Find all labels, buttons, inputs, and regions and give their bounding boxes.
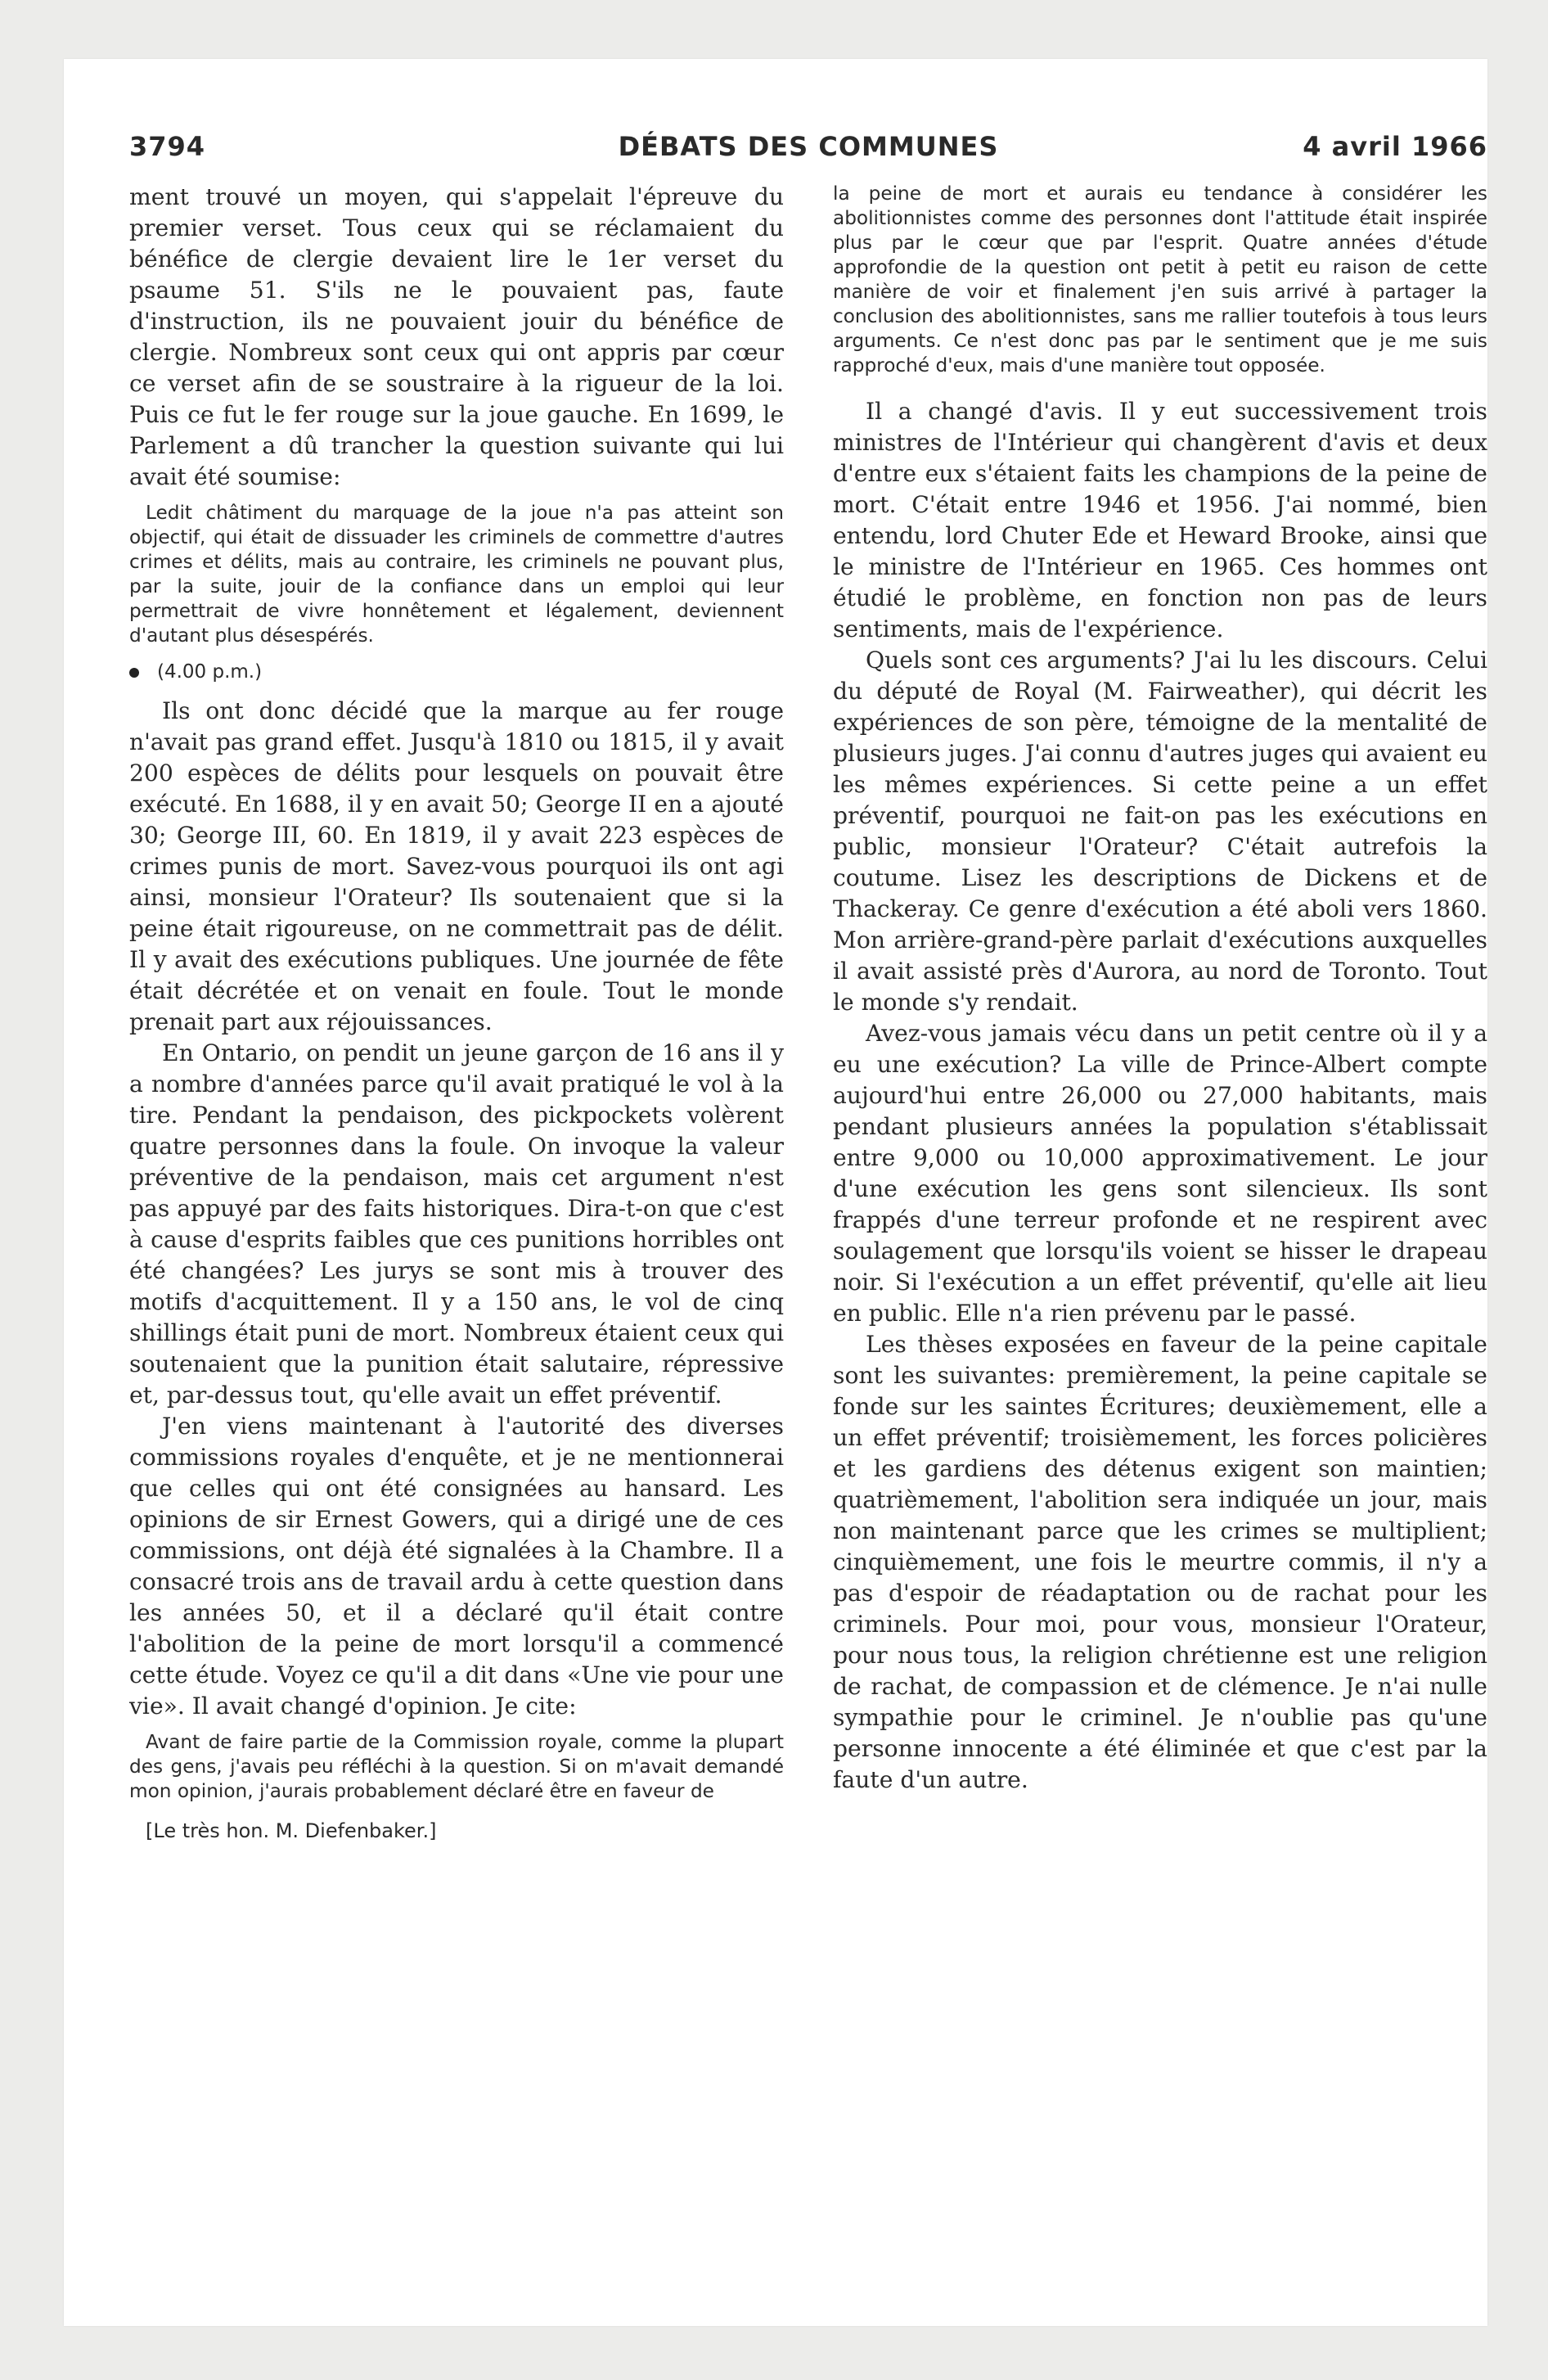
timestamp-text: (4.00 p.m.): [157, 661, 263, 683]
paragraph: J'en viens maintenant à l'autorité des diverses commissions royales d'enquête, et je ne mentionnerai que celles qui ont été consignées au hansard. Les opinions de sir Ernest Gowers, qui a dirigé une de ces commissions, ont déjà été signalées à la Chambre. Il a consacré trois ans de travail ardu à cette question dans les années 50, et il a déclaré qu'il était contre l'abolition de la peine de mort lorsqu'il a commencé cette étude. Voyez ce qu'il a dit dans «Une vie pour une vie». Il avait changé d'opinion. Je cite:: [129, 1413, 784, 1720]
speaker-attribution: [Le très hon. M. Diefenbaker.]: [146, 1819, 437, 1842]
paragraph: ment trouvé un moyen, qui s'appelait l'épreuve du premier verset. Tous ceux qui se réclamaient du bénéfice de clergie devaient lire le 1er verset du psaume 51. S'ils ne le pouvaient pas, faute d'instruction, ils ne pouvaient jouir du bénéfice de clergie. Nombreux sont ceux qui ont appris par cœur ce verset afin de se soustraire à la rigueur de la loi. Puis ce fut le fer rouge sur la joue gauche. En 1699, le Parlement a dû trancher la question suivante qui lui avait été soumise:: [129, 183, 784, 490]
paragraph: Quels sont ces arguments? J'ai lu les discours. Celui du député de Royal (M. Fairweather), qui décrit les expériences de son père, témoigne de la mentalité de plusieurs juges. J'ai connu d'autres juges qui avaient eu les mêmes expériences. Si cette peine a un effet préventif, pourquoi ne fait-on pas les exécutions en public, monsieur l'Orateur? C'était autrefois la coutume. Lisez les descriptions de Dickens et de Thackeray. Ce genre d'exécution a été aboli vers 1860. Mon arrière-grand-père parlait d'exécutions auxquelles il avait assisté près d'Aurora, au nord de Toronto. Tout le monde s'y rendait.: [833, 647, 1487, 1016]
document-page: [64, 59, 1487, 2326]
paragraph: Avez-vous jamais vécu dans un petit centre où il y a eu une exécution? La ville de Prince-Albert compte aujourd'hui entre 26,000 ou 27,000 habitants, mais pendant plusieurs années la population s'établissait entre 9,000 ou 10,000 approximativement. Le jour d'une exécution les gens sont silencieux. Ils sont frappés d'une terreur profonde et ne respirent avec soulagement que lorsqu'ils voient se hisser le drapeau noir. Si l'exécution a un effet préventif, qu'elle ait lieu en public. Elle n'a rien prévenu par le passé.: [833, 1020, 1487, 1327]
block-quote: Ledit châtiment du marquage de la joue n'a pas atteint son objectif, qui était de dissuader les criminels de commettre d'autres crimes et délits, mais au contraire, les criminels ne pouvant plus, par la suite, jouir de la confiance dans un emploi qui leur permettrait de vivre honnêtement et légalement, deviennent d'autant plus désespérés.: [129, 502, 784, 647]
publication-title: DÉBATS DES COMMUNES: [618, 131, 999, 162]
block-quote: Avant de faire partie de la Commission royale, comme la plupart des gens, j'avais peu réfléchi à la question. Si on m'avait demandé mon opinion, j'aurais probablement déclaré être en faveur de: [129, 1731, 784, 1802]
paragraph: Les thèses exposées en faveur de la peine capitale sont les suivantes: premièrement, la peine capitale se fonde sur les saintes Écritures; deuxièmement, elle a un effet préventif; troisièmement, les forces policières et les gardiens des détenus exigent son maintien; quatrièmement, l'abolition sera indiquée un jour, mais non maintenant parce que les crimes se multiplient; cinquièmement, une fois le meurtre commis, il n'y a pas d'espoir de réadaptation ou de rachat pour les criminels. Pour moi, pour vous, monsieur l'Orateur, pour nous tous, la religion chrétienne est une religion de rachat, de compassion et de clémence. Je n'ai nulle sympathie pour le criminel. Je n'oublie pas qu'une personne innocente a été éliminée et que c'est par la faute d'un autre.: [833, 1331, 1487, 1793]
left-column: [129, 182, 784, 1843]
bullet-icon: [129, 668, 139, 678]
right-column: [833, 182, 1487, 1796]
page-date: 4 avril 1966: [1303, 131, 1487, 162]
paragraph: Il a changé d'avis. Il y eut successivement trois ministres de l'Intérieur qui changèrent d'avis et deux d'entre eux s'étaient faits les champions de la peine de mort. C'était entre 1946 et 1956. J'ai nommé, bien entendu, lord Chuter Ede et Heward Brooke, ainsi que le ministre de l'Intérieur en 1965. Ces hommes ont étudié le problème, en fonction non pas de leurs sentiments, mais de l'expérience.: [833, 398, 1487, 642]
paragraph: En Ontario, on pendit un jeune garçon de 16 ans il y a nombre d'années parce qu'il avait pratiqué le vol à la tire. Pendant la pendaison, des pickpockets volèrent quatre personnes dans la foule. On invoque la valeur préventive de la pendaison, mais cet argument n'est pas appuyé par des faits historiques. Dira-t-on que c'est à cause d'esprits faibles que ces punitions horribles ont été changées? Les jurys se sont mis à trouver des motifs d'acquittement. Il y a 150 ans, le vol de cinq shillings était puni de mort. Nombreux étaient ceux qui soutenaient que la punition était salutaire, répressive et, par-dessus tout, qu'elle avait un effet préventif.: [129, 1039, 784, 1409]
page-number: 3794: [129, 131, 206, 162]
timestamp: [129, 660, 784, 684]
page-header: [129, 123, 1487, 172]
block-quote-continued: la peine de mort et aurais eu tendance à considérer les abolitionnistes comme des personnes dont l'attitude était inspirée plus par le cœur que par l'esprit. Quatre années d'étude approfondie de la question ont petit à petit eu raison de cette manière de voir et finalement j'en suis arrivé à partager la conclusion des abolitionnistes, sans me rallier toutefois à tous leurs arguments. Ce n'est donc pas par le sentiment que je me suis rapproché d'eux, mais d'une manière tout opposée.: [833, 183, 1487, 376]
paragraph: Ils ont donc décidé que la marque au fer rouge n'avait pas grand effet. Jusqu'à 1810 ou 1815, il y avait 200 espèces de délits pour lesquels on pouvait être exécuté. En 1688, il y en avait 50; George II en a ajouté 30; George III, 60. En 1819, il y avait 223 espèces de crimes punis de mort. Savez-vous pourquoi ils ont agi ainsi, monsieur l'Orateur? Ils soutenaient que si la peine était rigoureuse, on ne commettrait pas de délit. Il y avait des exécutions publiques. Une journée de fête était décrétée et on venait en foule. Tout le monde prenait part aux réjouissances.: [129, 697, 784, 1035]
